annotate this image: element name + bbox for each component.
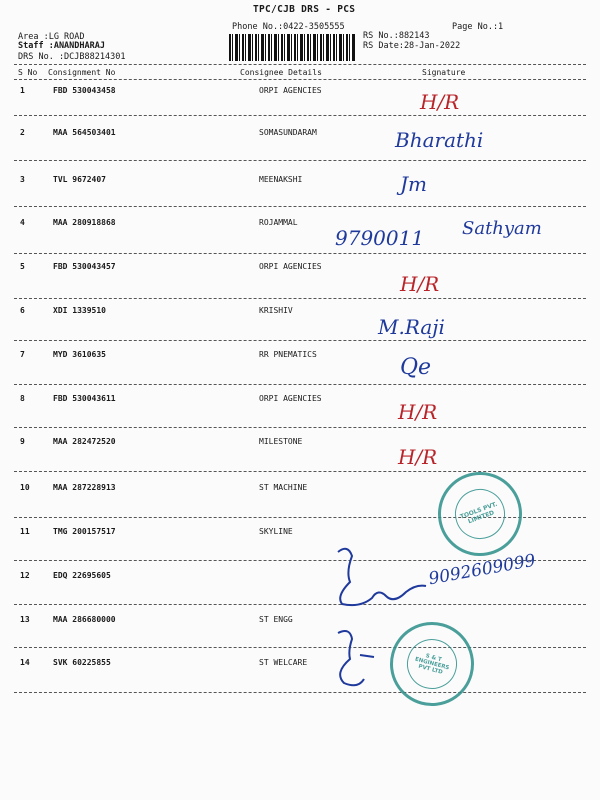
handwritten-signature: Jm xyxy=(400,172,427,196)
drs-number: DRS No. :DCJB88214301 xyxy=(18,52,126,62)
row-consignee: ORPI AGENCIES xyxy=(259,262,322,271)
row-divider xyxy=(14,253,586,254)
stamp-text: TOOLS PVT. LIMITED xyxy=(459,500,499,526)
handwritten-signature: Sathyam xyxy=(462,218,542,239)
stamp-text: S & T ENGINEERS PVT LTD xyxy=(414,653,450,676)
row-sno: 6 xyxy=(20,306,25,315)
row-consignment: MAA 287228913 xyxy=(53,483,116,492)
row-divider xyxy=(14,471,586,472)
handwritten-hr: H/R xyxy=(398,400,438,424)
row-consignee: SOMASUNDARAM xyxy=(259,128,317,137)
row-consignment: TMG 200157517 xyxy=(53,527,116,536)
handwritten-phone: 9092609099 xyxy=(427,550,538,590)
row-consignee: ROJAMMAL xyxy=(259,218,298,227)
row-consignee: ORPI AGENCIES xyxy=(259,86,322,95)
page-number: Page No.:1 xyxy=(452,22,504,32)
row-consignee: ST MACHINE xyxy=(259,483,308,492)
company-stamp xyxy=(426,460,534,568)
row-divider xyxy=(14,647,586,648)
table-row xyxy=(0,615,600,627)
row-consignment: MAA 286680000 xyxy=(53,615,116,624)
area-label: Area :LG ROAD xyxy=(18,32,85,42)
staff-label: Staff :ANANDHARAJ xyxy=(18,41,105,51)
table-row xyxy=(0,306,600,318)
rs-date: RS Date:28-Jan-2022 xyxy=(363,41,461,51)
row-divider xyxy=(14,384,586,385)
col-consignment: Consignment No xyxy=(48,68,116,77)
table-row xyxy=(0,437,600,449)
row-divider xyxy=(14,604,586,605)
row-consignee: RR PNEMATICS xyxy=(259,350,317,359)
row-consignment: EDQ 22695605 xyxy=(53,571,111,580)
row-consignment: MAA 282472520 xyxy=(53,437,116,446)
handwritten-signature: M.Raji xyxy=(378,315,445,339)
row-consignee: MILESTONE xyxy=(259,437,303,446)
row-sno: 10 xyxy=(20,483,30,492)
phone-number: Phone No.:0422-3505555 xyxy=(232,22,345,32)
table-row xyxy=(0,86,600,98)
row-consignee: SKYLINE xyxy=(259,527,293,536)
row-consignment: FBD 530043458 xyxy=(53,86,116,95)
row-consignee: ORPI AGENCIES xyxy=(259,394,322,403)
row-sno: 7 xyxy=(20,350,25,359)
row-sno: 14 xyxy=(20,658,30,667)
rs-number: RS No.:882143 xyxy=(363,31,430,41)
header-rule-bottom xyxy=(14,79,586,80)
row-divider xyxy=(14,692,586,693)
row-consignment: MYD 3610635 xyxy=(53,350,106,359)
barcode xyxy=(229,34,355,61)
row-consignment: MAA 280918868 xyxy=(53,218,116,227)
row-divider xyxy=(14,115,586,116)
table-row xyxy=(0,350,600,362)
row-consignment: TVL 9672407 xyxy=(53,175,106,184)
header-rule-top xyxy=(14,64,586,65)
handwritten-signature: Qe xyxy=(400,355,432,380)
row-sno: 1 xyxy=(20,86,25,95)
table-row xyxy=(0,175,600,187)
col-signature: Signature xyxy=(422,68,466,77)
row-consignment: XDI 1339510 xyxy=(53,306,106,315)
table-row xyxy=(0,394,600,406)
row-consignee: ST ENGG xyxy=(259,615,293,624)
row-sno: 12 xyxy=(20,571,30,580)
table-row xyxy=(0,262,600,274)
handwritten-hr: H/R xyxy=(420,90,460,114)
handwritten-signature-scribble xyxy=(330,625,390,695)
row-sno: 11 xyxy=(20,527,30,536)
row-consignee: MEENAKSHI xyxy=(259,175,303,184)
handwritten-hr: H/R xyxy=(400,272,440,296)
handwritten-phone: 9790011 xyxy=(335,226,425,250)
row-sno: 9 xyxy=(20,437,25,446)
row-consignment: MAA 564503401 xyxy=(53,128,116,137)
table-row xyxy=(0,658,600,670)
company-stamp xyxy=(381,613,484,716)
row-divider xyxy=(14,298,586,299)
row-consignment: FBD 530043611 xyxy=(53,394,116,403)
row-divider xyxy=(14,427,586,428)
handwritten-signature-scribble xyxy=(330,540,440,610)
sheet-title: TPC/CJB DRS - PCS xyxy=(253,4,356,15)
col-consignee: Consignee Details xyxy=(240,68,322,77)
row-consignment: FBD 530043457 xyxy=(53,262,116,271)
row-divider xyxy=(14,160,586,161)
table-row xyxy=(0,128,600,140)
row-sno: 13 xyxy=(20,615,30,624)
row-consignee: KRISHIV xyxy=(259,306,293,315)
handwritten-hr: H/R xyxy=(398,445,438,469)
row-divider xyxy=(14,340,586,341)
col-sno: S No xyxy=(18,68,38,77)
row-sno: 2 xyxy=(20,128,25,137)
row-consignment: SVK 60225855 xyxy=(53,658,111,667)
row-sno: 5 xyxy=(20,262,25,271)
row-sno: 8 xyxy=(20,394,25,403)
row-consignee: ST WELCARE xyxy=(259,658,308,667)
handwritten-signature: Bharathi xyxy=(395,128,484,152)
row-sno: 4 xyxy=(20,218,25,227)
row-divider xyxy=(14,206,586,207)
row-sno: 3 xyxy=(20,175,25,184)
